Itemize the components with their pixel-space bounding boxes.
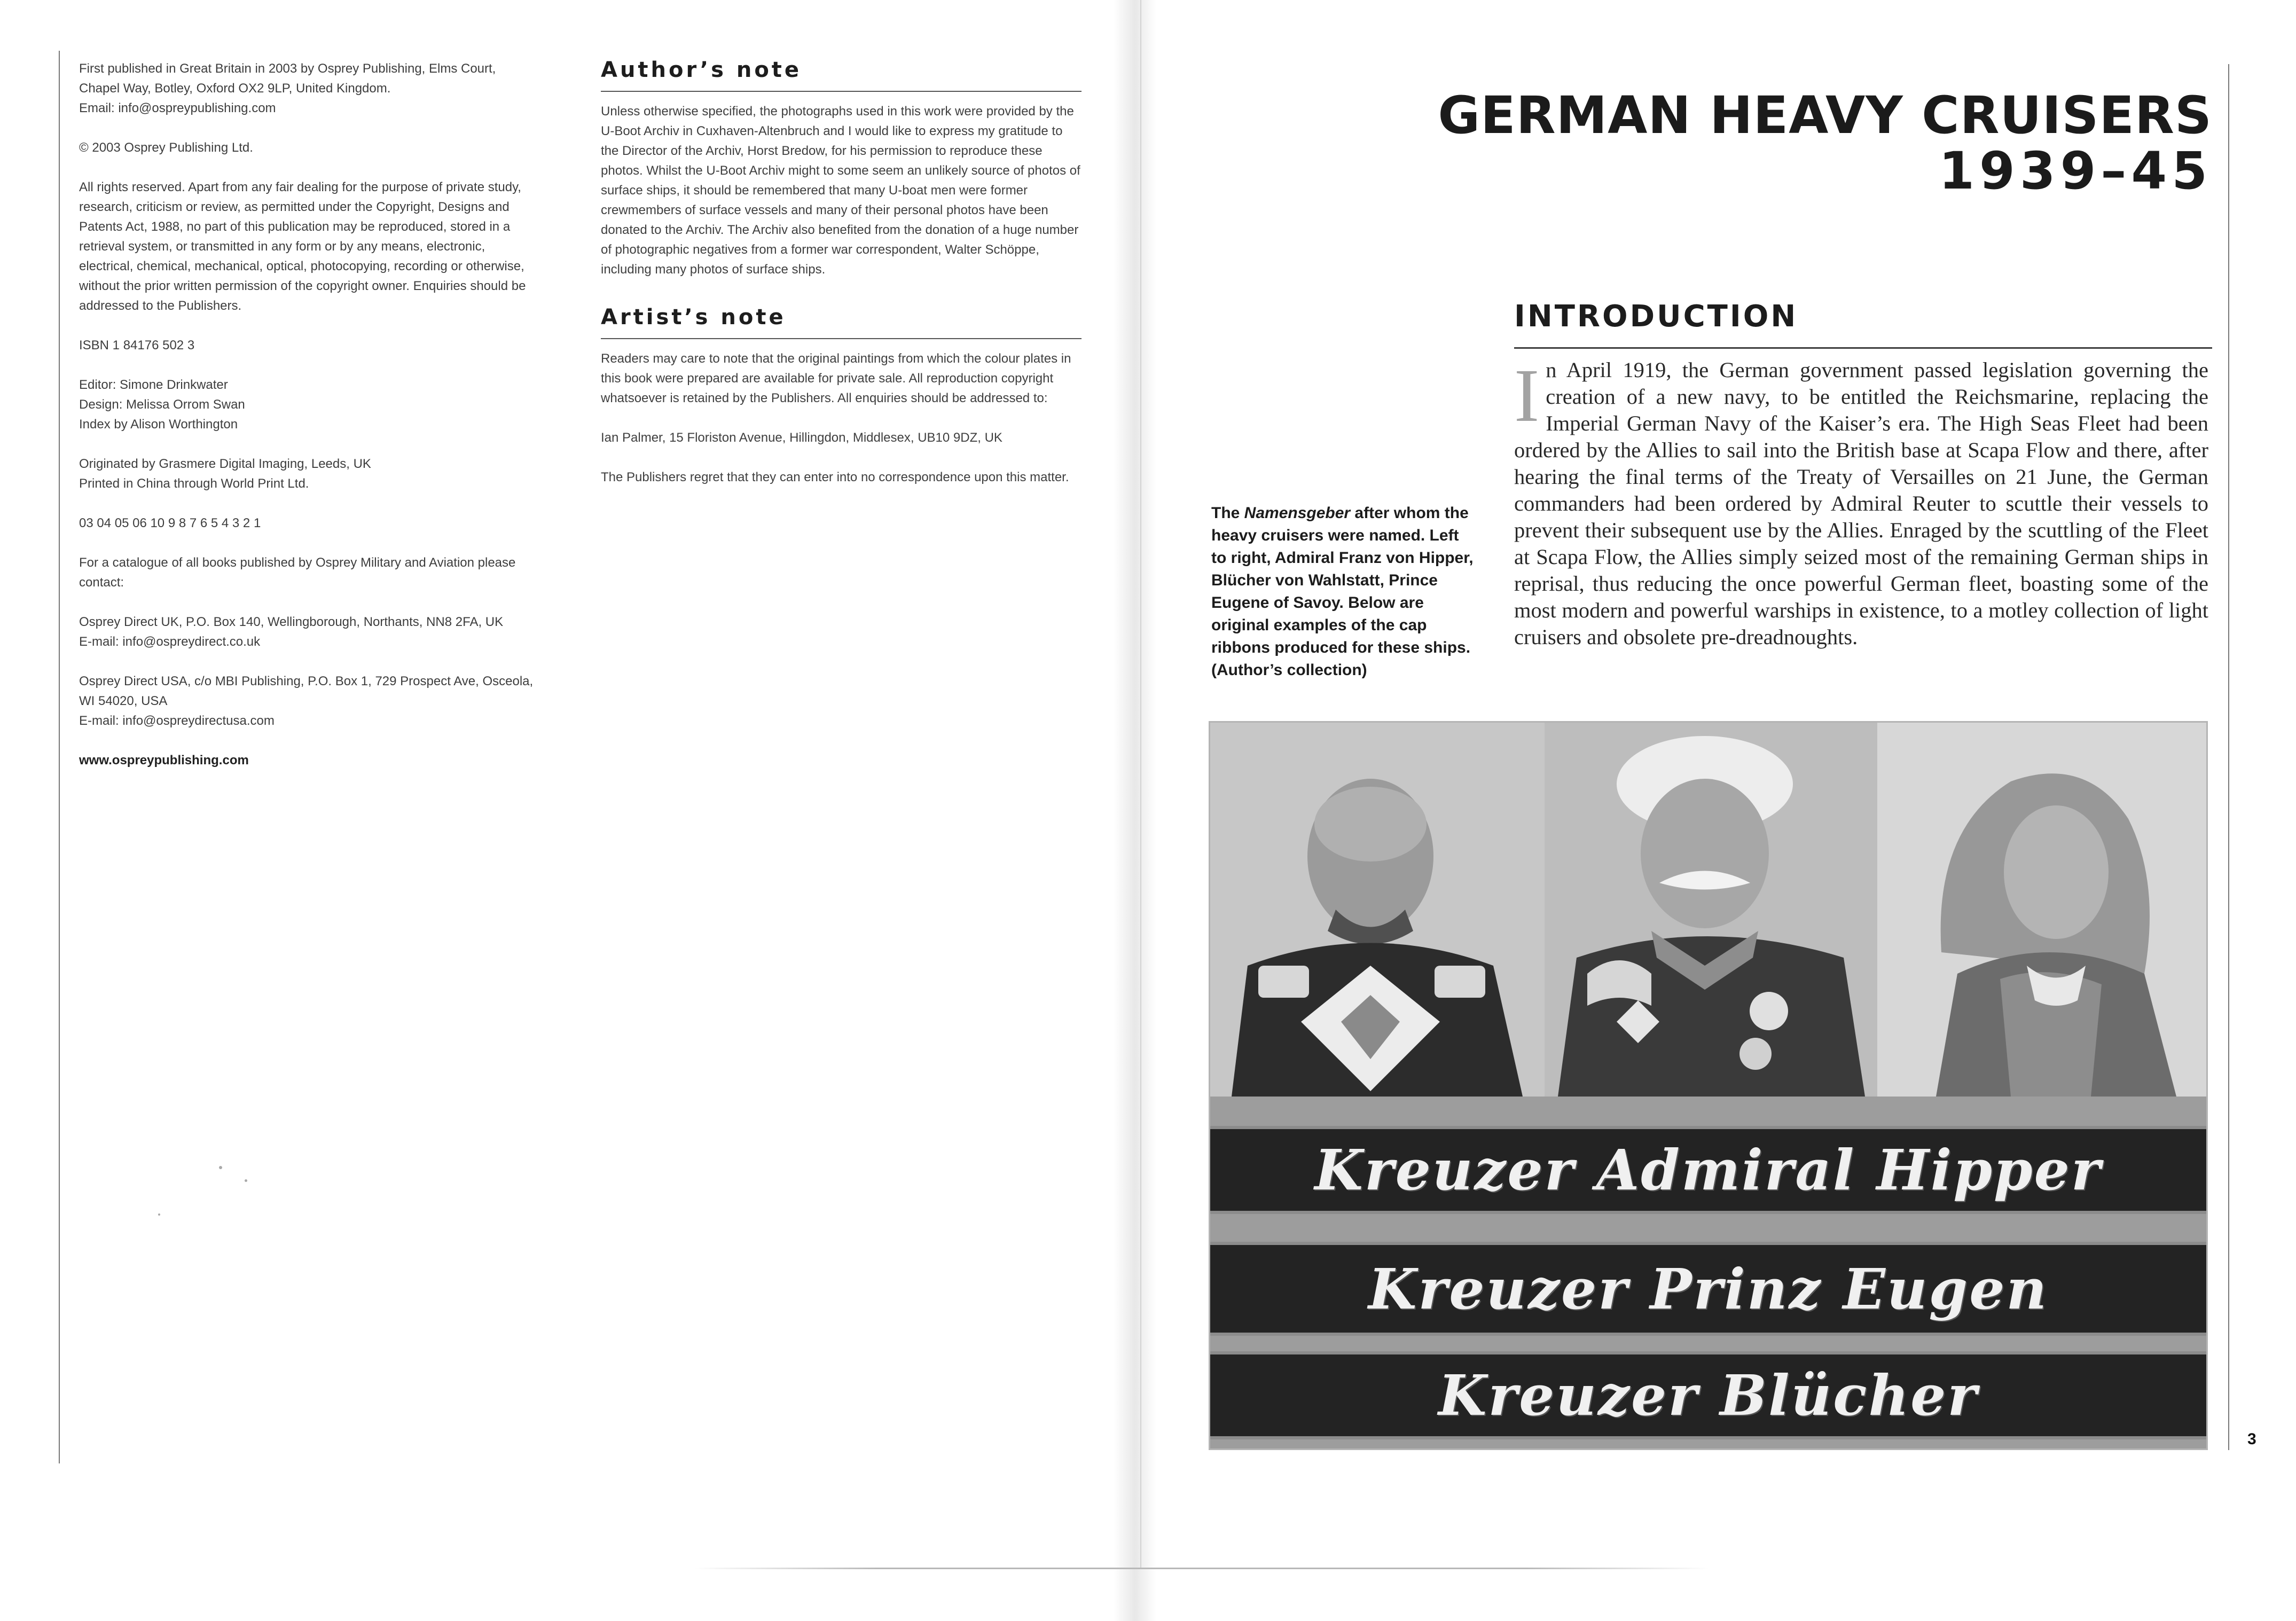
portrait-eugene-image: [1877, 723, 2206, 1097]
portrait-bluecher-image: [1545, 723, 1877, 1097]
imprint-rights: All rights reserved. Apart from any fair dealing for the purpose of private study, research, criticism or review, as permitted under the Copyright, Designs and Patents Act, 1988, no part of this publication may be reproduced, stored in a retrieval system, or transmitted in any form or by any means, electronic, electrical, chemical, mechanical, optical, photocopying, recording or otherwise, without the prior written permission of the copyright owner. Enquiries should be addressed to the Publishers.: [79, 180, 526, 313]
scan-speck: [158, 1213, 160, 1216]
cap-ribbon-hipper: [1210, 1126, 2206, 1214]
authors-note-heading: Author’s note: [601, 58, 802, 82]
portrait-hipper-image: [1210, 723, 1545, 1097]
book-title-years: 1939–45: [1939, 141, 2212, 201]
imprint-origination: Originated by Grasmere Digital Imaging, Leeds, UK Printed in China through World Print Ltd.: [79, 457, 371, 491]
imprint-block: [79, 59, 566, 790]
cap-ribbon-prinz-eugen-text: Kreuzer Prinz Eugen: [1368, 1256, 2048, 1322]
authors-note-text: Unless otherwise specified, the photographs used in this work were provided by the U-Boot Archiv in Cuxhaven-Altenbruch and I would like to express my gratitude to the Director of the Archiv, Horst Bredow, for his permission to reproduce these photos. Whilst the U-Boot Archiv might to some seem an unlikely source of photos of surface ships, it should be remembered that many U-boat men were former crewmembers of surface vessels and many of their personal photos have been donated to the Archiv. The Archiv also benefited from the donation of a huge number of photographic negatives from a former war correspondent, Walter Schöppe, including many photos of surface ships.: [601, 104, 1080, 277]
caption-lead: The: [1211, 504, 1244, 522]
artists-note-rule: [601, 338, 1082, 339]
imprint-catalogue: For a catalogue of all books published by Osprey Military and Aviation please contact:: [79, 555, 516, 590]
figure-caption: [1211, 502, 1474, 682]
caption-namensgeber: Namensgeber: [1244, 504, 1351, 522]
portrait-bluecher: [1545, 723, 1878, 1097]
artists-note-address: Ian Palmer, 15 Floriston Avenue, Hillingdon, Middlesex, UB10 9DZ, UK: [601, 430, 1002, 445]
scan-speck: [219, 1166, 222, 1169]
artists-note-heading: Artist’s note: [601, 305, 786, 330]
cap-ribbon-prinz-eugen: [1210, 1242, 2206, 1336]
left-margin-rule: [59, 51, 60, 1463]
artists-note-text: Readers may care to note that the original paintings from which the colour plates in this book were prepared are available for private sale. All reproduction copyright whatsoever is retained by the Publishers. All enquiries should be addressed to:: [601, 351, 1071, 405]
notes-column: [601, 58, 1082, 507]
imprint-print-line: 03 04 05 06 10 9 8 7 6 5 4 3 2 1: [79, 516, 261, 530]
gutter-line: [1140, 0, 1141, 1568]
imprint-copyright: © 2003 Osprey Publishing Ltd.: [79, 140, 253, 155]
imprint-isbn: ISBN 1 84176 502 3: [79, 338, 195, 353]
drop-cap: I: [1514, 353, 1540, 437]
imprint-credits: Editor: Simone Drinkwater Design: Melissa Orrom Swan Index by Alison Worthington: [79, 378, 245, 432]
namensgeber-figure: [1209, 721, 2208, 1450]
imprint-osprey-usa: Osprey Direct USA, c/o MBI Publishing, P.O. Box 1, 729 Prospect Ave, Osceola, WI 54020, USA E-mail: info@ospreydirectusa.com: [79, 674, 534, 728]
imprint-osprey-uk: Osprey Direct UK, P.O. Box 140, Wellingborough, Northants, NN8 2FA, UK E-mail: info@ospreydirect.co.uk: [79, 615, 504, 649]
right-margin-rule: [2228, 64, 2229, 1450]
gutter-shadow: [1114, 0, 1156, 1621]
authors-note-rule: [601, 91, 1082, 92]
page-number: 3: [2247, 1430, 2256, 1448]
cap-ribbons: [1210, 1097, 2206, 1450]
portrait-admiral-hipper: [1210, 723, 1546, 1097]
portrait-prince-eugene: [1877, 723, 2206, 1097]
website-link[interactable]: www.ospreypublishing.com: [79, 753, 249, 768]
imprint-publication: First published in Great Britain in 2003 by Osprey Publishing, Elms Court, Chapel Way, Botley, Oxford OX2 9LP, United Kingdom. Email: info@ospreypublishing.com: [79, 61, 496, 115]
artists-note-disclaimer: The Publishers regret that they can enter into no correspondence upon this matter.: [601, 470, 1069, 484]
book-title: [1260, 85, 2212, 201]
book-title-main: GERMAN HEAVY CRUISERS: [1438, 85, 2212, 146]
introduction-body: n April 1919, the German government passed legislation governing the creation of a new navy, to be entitled the Reichsmarine, replacing the Imperial German Navy of the Kaiser’s era. The High Seas Fleet had been ordered by the Allies to sail into the British base at Scapa Flow and there, after hearing the final terms of the Treaty of Versailles on 21 June, the German commanders had been ordered by Admiral Reuter to scuttle their vessels to prevent their subsequent use by the Allies. Enraged by the scuttling of the Fleet at Scapa Flow, the Allies simply seized most of the remaining German ships in reprisal, thus reducing the once powerful German fleet, boasting some of the most modern and powerful warships in existence, to a motley collection of light cruisers and obsolete pre-dreadnoughts.: [1514, 358, 2208, 649]
artists-note: [601, 305, 1082, 487]
section-heading-rule: [1514, 347, 2212, 349]
authors-note: [601, 58, 1082, 279]
cap-ribbon-bluecher-text: Kreuzer Blücher: [1438, 1362, 1979, 1428]
section-heading: INTRODUCTION: [1514, 299, 1798, 334]
cap-ribbon-hipper-text: Kreuzer Admiral Hipper: [1314, 1137, 2102, 1203]
introduction-paragraph: [1514, 353, 2208, 651]
scan-speck: [245, 1179, 247, 1182]
caption-body: after whom the heavy cruisers were named. Left to right, Admiral Franz von Hipper, Blücher von Wahlstatt, Prince Eugene of Savoy. Below are original examples of the cap ribbons produced for these ships. (Author’s collection): [1211, 504, 1474, 679]
bottom-page-rule: [694, 1568, 1709, 1569]
cap-ribbon-bluecher: [1210, 1351, 2206, 1439]
left-page: [0, 0, 1138, 1621]
